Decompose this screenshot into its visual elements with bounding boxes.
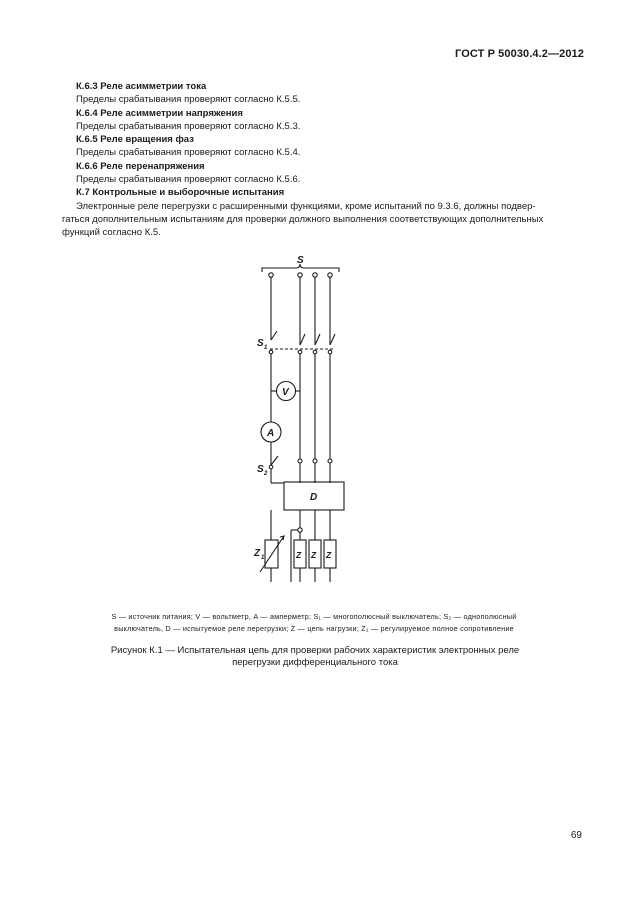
- section-text-k63: Пределы срабатывания проверяют согласно К.5.5.: [76, 94, 301, 106]
- label-source: S: [297, 255, 304, 266]
- source-terminal-2: [298, 273, 302, 277]
- source-terminal-3: [313, 273, 317, 277]
- label-ammeter: A: [267, 428, 275, 439]
- document-header: ГОСТ Р 50030.4.2—2012: [455, 48, 584, 60]
- label-z-1: Z: [296, 550, 302, 560]
- section-heading-k64: К.6.4 Реле асимметрии напряжения: [76, 107, 243, 119]
- label-z1-sub: 1: [261, 555, 265, 561]
- section-text-k64: Пределы срабатывания проверяют согласно К.5.3.: [76, 120, 301, 132]
- section-heading-k66: К.6.6 Реле перенапряжения: [76, 160, 205, 172]
- source-terminal-1: [269, 273, 273, 277]
- section-heading-k65: К.6.5 Реле вращения фаз: [76, 134, 194, 146]
- figure-caption: [60, 645, 570, 669]
- label-s2: S: [257, 464, 264, 475]
- label-s2-sub: 2: [264, 471, 268, 477]
- switch-s1: [269, 331, 335, 354]
- legend-line-2: выключатель, D — испытуемое реле перегрузки; Z — цепь нагрузки; Z₁ — регулируемое полное сопротивление: [114, 623, 514, 633]
- caption-line-2: перегрузки дифференциального тока: [232, 657, 398, 668]
- paragraph-line-2: гаться дополнительным испытаниям для проверки должного выполнения соответствующих дополнительных: [62, 213, 544, 225]
- label-voltmeter: V: [282, 387, 289, 398]
- section-heading-k7: К.7 Контрольные и выборочные испытания: [76, 187, 285, 199]
- paragraph-line-3: функций согласно К.5.: [62, 227, 161, 239]
- page-number: 69: [570, 830, 582, 841]
- section-text-k66: Пределы срабатывания проверяют согласно К.5.6.: [76, 174, 301, 186]
- label-s1: S: [257, 338, 264, 349]
- paragraph-line-1: Электронные реле перегрузки с расширенными функциями, кроме испытаний по 9.3.6, должны подвер-: [76, 200, 536, 212]
- label-z-2: Z: [311, 550, 317, 560]
- legend-line-1: S — источник питания; V — вольтметр, A — амперметр; S₁ — многополюсный выключатель; S₂ — однополюсный: [111, 612, 517, 621]
- label-device: D: [310, 492, 318, 503]
- section-text-k65: Пределы срабатывания проверяют согласно К.5.4.: [76, 147, 301, 159]
- section-heading-k63: К.6.3 Реле асимметрии тока: [76, 81, 207, 92]
- source-terminal-4: [328, 273, 332, 277]
- label-z1: Z: [254, 548, 261, 559]
- label-s1-sub: 1: [264, 345, 268, 351]
- label-z-3: Z: [326, 550, 332, 560]
- caption-line-1: Рисунок К.1 — Испытательная цепь для проверки рабочих характеристик электронных реле: [110, 645, 520, 656]
- figure-legend: [64, 611, 564, 634]
